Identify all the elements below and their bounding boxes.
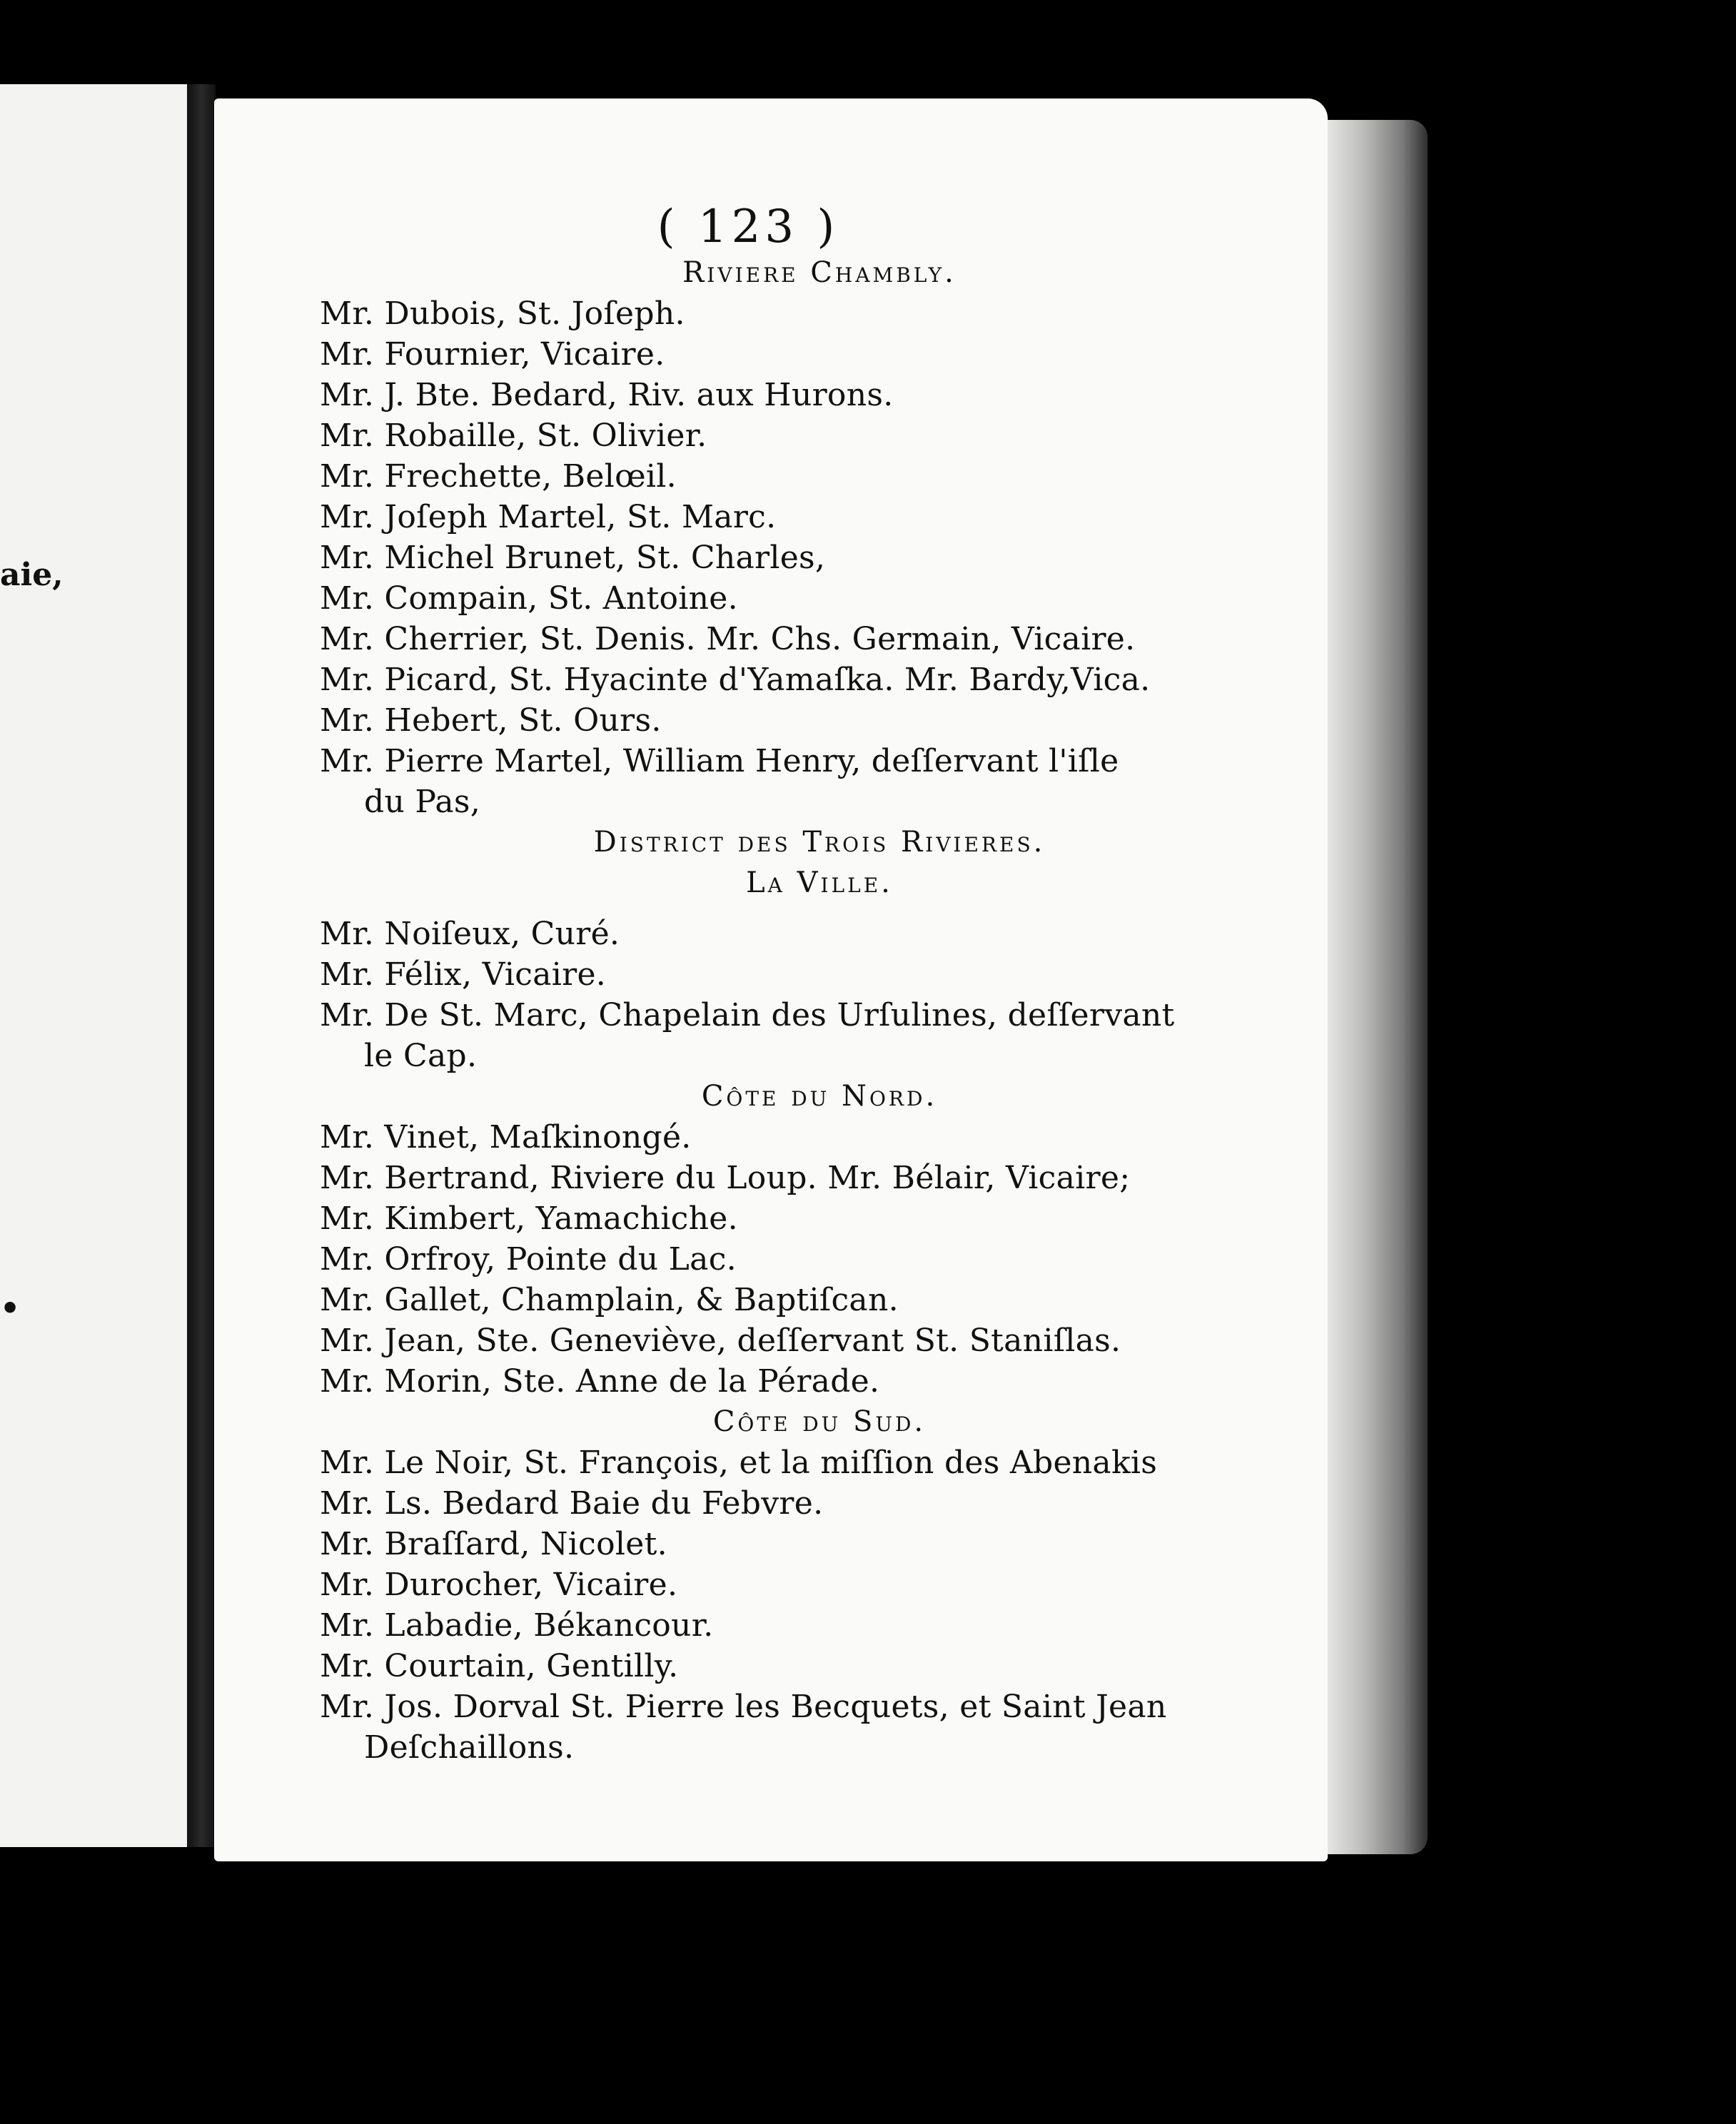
entry-line: du Pas, xyxy=(364,784,481,820)
entry-line: Mr. Morin, Ste. Anne de la Pérade. xyxy=(320,1363,880,1400)
entry-line: Mr. Le Noir, St. François, et la miſſion des Abenakis xyxy=(320,1445,1158,1481)
entry-line: le Cap. xyxy=(364,1038,478,1074)
entry-line: Mr. Vinet, Maſkinongé. xyxy=(320,1119,692,1155)
spacer xyxy=(320,904,1319,914)
left-page-fragment: aie, xyxy=(0,557,64,593)
entry-line: Mr. Kimbert, Yamachiche. xyxy=(320,1200,738,1237)
entry-line: Mr. J. Bte. Bedard, Riv. aux Hurons. xyxy=(320,377,894,413)
entry-line: Mr. Michel Brunet, St. Charles, xyxy=(320,540,826,576)
entry-line: Mr. Picard, St. Hyacinte d'Yamaſka. Mr. Bardy,Vica. xyxy=(320,662,1151,698)
entry-line: Deſchaillons. xyxy=(364,1729,575,1766)
entry-line: Mr. Labadie, Békancour. xyxy=(320,1607,714,1644)
entry-line: Mr. Cherrier, St. Denis. Mr. Chs. Germain, Vicaire. xyxy=(320,621,1136,657)
entry-line: Mr. Fournier, Vicaire. xyxy=(320,336,665,373)
entry-line: Mr. Dubois, St. Joſeph. xyxy=(320,295,685,332)
section-heading: Côte du Sud. xyxy=(712,1405,927,1438)
entry-line: Mr. Frechette, Belœil. xyxy=(320,458,677,495)
entry-line: Mr. Pierre Martel, William Henry, deſſervant l'iſle xyxy=(320,743,1119,779)
entry-line: Mr. Noiſeux, Curé. xyxy=(320,916,620,952)
entry-line: Mr. Durocher, Vicaire. xyxy=(320,1567,678,1603)
entry-line: Mr. Jos. Dorval St. Pierre les Becquets, et Saint Jean xyxy=(320,1689,1167,1725)
entry-line: Mr. Félix, Vicaire. xyxy=(320,956,607,993)
entry-line: Mr. Hebert, St. Ours. xyxy=(320,702,662,739)
entry-line: Mr. Courtain, Gentilly. xyxy=(320,1648,679,1684)
section-heading: Riviere Chambly. xyxy=(682,256,957,289)
left-page-fragment: • xyxy=(0,1290,21,1327)
entry-line: Mr. Jean, Ste. Geneviève, deſſervant St. Staniſlas. xyxy=(320,1323,1121,1359)
entry-line: Mr. Bertrand, Riviere du Loup. Mr. Bélair, Vicaire; xyxy=(320,1160,1131,1196)
book-gutter xyxy=(187,84,216,1847)
entry-line: Mr. Compain, St. Antoine. xyxy=(320,580,738,617)
entry-line: Mr. Joſeph Martel, St. Marc. xyxy=(320,499,777,535)
entry-line: Mr. Braſſard, Nicolet. xyxy=(320,1526,667,1562)
page-number: ( 123 ) xyxy=(657,201,839,253)
page-text xyxy=(320,201,1319,1768)
section-heading: Côte du Nord. xyxy=(701,1080,938,1113)
entry-line: Mr. De St. Marc, Chapelain des Urſulines, deſſervant xyxy=(320,997,1175,1033)
left-page-edge xyxy=(0,84,189,1847)
entry-line: Mr. Ls. Bedard Baie du Febvre. xyxy=(320,1485,824,1522)
entry-line: Mr. Gallet, Champlain, & Baptiſcan. xyxy=(320,1282,899,1318)
page-stack-edge xyxy=(1328,120,1428,1854)
section-heading: District des Trois Rivieres. xyxy=(593,826,1046,859)
entry-line: Mr. Robaille, St. Olivier. xyxy=(320,418,707,454)
entry-line: Mr. Orfroy, Pointe du Lac. xyxy=(320,1241,737,1278)
section-list xyxy=(320,253,1319,1768)
section-heading: La Ville. xyxy=(746,866,893,899)
